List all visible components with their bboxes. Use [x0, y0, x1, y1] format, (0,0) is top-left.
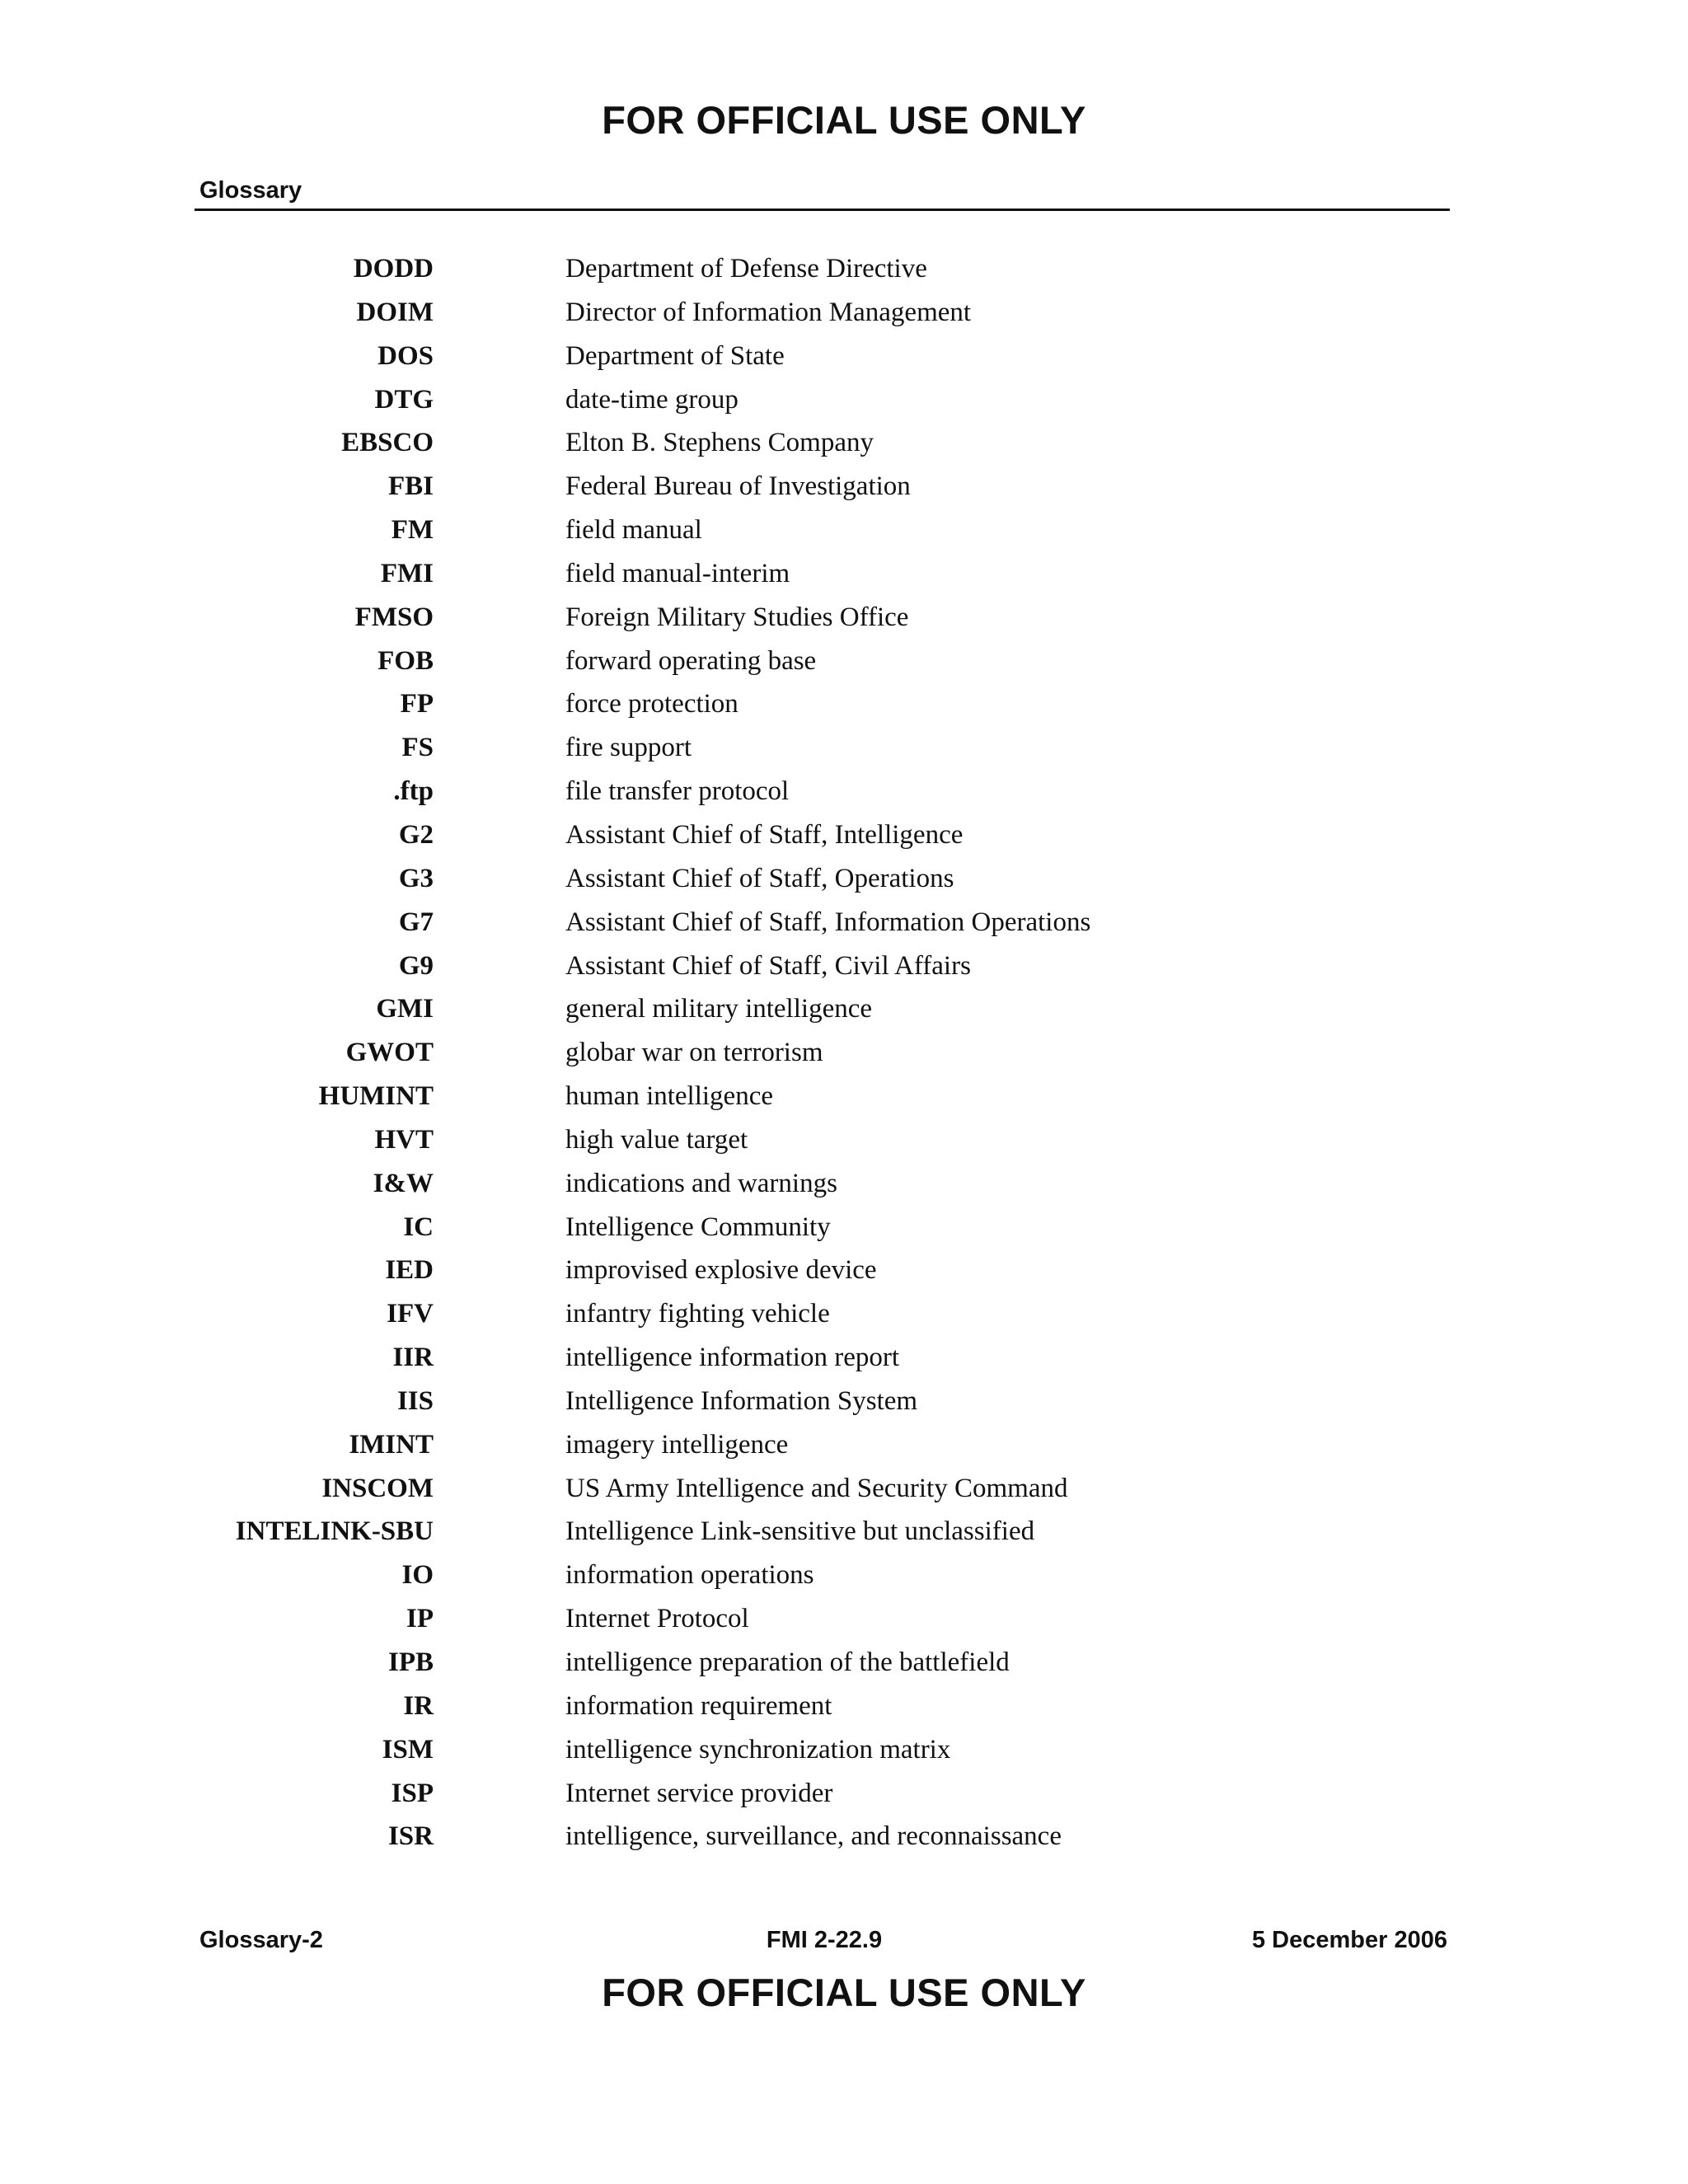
glossary-definition: file transfer protocol [565, 776, 790, 807]
glossary-definition: Director of Information Management [565, 297, 972, 327]
glossary-entry [0, 509, 1688, 552]
glossary-definition: Intelligence Community [565, 1212, 831, 1242]
glossary-term: GWOT [345, 1038, 434, 1068]
glossary-definition: globar war on terrorism [565, 1038, 823, 1068]
glossary-term: FBI [387, 471, 434, 502]
glossary-term: INTELINK-SBU [235, 1516, 434, 1547]
glossary-definition: Department of State [565, 340, 785, 371]
glossary-term: G3 [398, 863, 434, 893]
glossary-term: GMI [376, 994, 434, 1024]
glossary-term: IR [403, 1690, 434, 1721]
glossary-definition: general military intelligence [565, 994, 873, 1024]
glossary-entry [0, 421, 1688, 465]
glossary-term: FOB [377, 645, 434, 676]
glossary-term: IED [385, 1255, 434, 1286]
footer-page-number: Glossary-2 [199, 1927, 323, 1953]
glossary-definition: Assistant Chief of Staff, Operations [565, 863, 954, 893]
glossary-term: FMSO [354, 602, 434, 632]
glossary-entry [0, 1292, 1688, 1336]
glossary-definition: Federal Bureau of Investigation [565, 471, 911, 502]
glossary-term: IPB [387, 1647, 434, 1677]
glossary-definition: US Army Intelligence and Security Command [565, 1473, 1068, 1503]
glossary-entry [0, 1467, 1688, 1511]
glossary-definition: forward operating base [565, 645, 817, 676]
glossary-definition: force protection [565, 689, 738, 719]
glossary-entry [0, 726, 1688, 770]
glossary-definition: intelligence preparation of the battlefield [565, 1647, 1010, 1677]
glossary-entry [0, 335, 1688, 378]
glossary-entry [0, 857, 1688, 901]
glossary-definition: Assistant Chief of Staff, Intelligence [565, 819, 964, 850]
glossary-term: IIS [396, 1385, 434, 1416]
glossary-term: IIR [392, 1343, 434, 1373]
glossary-definition: Assistant Chief of Staff, Information Operations [565, 907, 1091, 937]
glossary-entry [0, 465, 1688, 509]
glossary-definition: fire support [565, 733, 692, 763]
glossary-term: G9 [398, 950, 434, 981]
glossary-list [0, 247, 1688, 1858]
glossary-definition: field manual-interim [565, 558, 790, 588]
glossary-definition: Intelligence Information System [565, 1385, 918, 1416]
glossary-term: EBSCO [341, 428, 434, 458]
glossary-term: HVT [374, 1124, 434, 1155]
glossary-entry [0, 770, 1688, 813]
glossary-entry [0, 1336, 1688, 1380]
glossary-definition: Internet Protocol [565, 1604, 749, 1634]
glossary-term: ISR [387, 1821, 434, 1852]
glossary-definition: intelligence, surveillance, and reconnaissance [565, 1821, 1062, 1852]
glossary-entry [0, 1162, 1688, 1206]
glossary-term: FS [401, 733, 434, 763]
glossary-entry [0, 813, 1688, 857]
glossary-definition: intelligence information report [565, 1343, 900, 1373]
glossary-term: FM [391, 515, 434, 546]
glossary-entry [0, 1380, 1688, 1423]
glossary-entry [0, 1249, 1688, 1292]
glossary-entry [0, 596, 1688, 640]
glossary-definition: indications and warnings [565, 1168, 837, 1198]
glossary-term: FP [400, 689, 434, 719]
glossary-entry [0, 987, 1688, 1031]
glossary-entry [0, 682, 1688, 726]
glossary-term: IMINT [349, 1429, 434, 1460]
glossary-entry [0, 1510, 1688, 1554]
glossary-entry [0, 552, 1688, 596]
glossary-entry [0, 640, 1688, 683]
glossary-term: IFV [387, 1299, 434, 1329]
glossary-definition: Department of Defense Directive [565, 254, 927, 284]
glossary-term: FMI [380, 558, 434, 588]
glossary-definition: infantry fighting vehicle [565, 1299, 830, 1329]
glossary-term: I&W [373, 1168, 434, 1198]
glossary-definition: field manual [565, 515, 702, 546]
glossary-term: INSCOM [321, 1473, 434, 1503]
glossary-definition: Elton B. Stephens Company [565, 428, 874, 458]
glossary-entry [0, 1075, 1688, 1118]
glossary-term: HUMINT [318, 1081, 434, 1112]
running-header-section: Glossary [199, 177, 302, 204]
glossary-definition: high value target [565, 1124, 748, 1155]
glossary-term: IO [401, 1560, 434, 1591]
glossary-term: IC [403, 1212, 434, 1242]
glossary-definition: intelligence synchronization matrix [565, 1734, 951, 1765]
glossary-definition: date-time group [565, 384, 738, 415]
glossary-entry [0, 1423, 1688, 1467]
glossary-term: G7 [398, 907, 434, 937]
glossary-term: IP [406, 1604, 434, 1634]
glossary-term: DOIM [356, 297, 434, 327]
glossary-entry [0, 247, 1688, 291]
glossary-entry [0, 1772, 1688, 1816]
glossary-term: G2 [398, 819, 434, 850]
classification-banner-bottom: FOR OFFICIAL USE ONLY [602, 1971, 1086, 2014]
glossary-term: DOS [377, 340, 434, 371]
glossary-entry [0, 1554, 1688, 1597]
glossary-definition: Foreign Military Studies Office [565, 602, 909, 632]
glossary-definition: Internet service provider [565, 1778, 833, 1808]
classification-banner-top: FOR OFFICIAL USE ONLY [602, 98, 1086, 142]
glossary-entry [0, 1641, 1688, 1685]
glossary-entry [0, 1685, 1688, 1728]
glossary-entry [0, 1815, 1688, 1858]
glossary-definition: information requirement [565, 1690, 832, 1721]
glossary-term: DODD [353, 254, 434, 284]
glossary-definition: Intelligence Link-sensitive but unclassified [565, 1516, 1035, 1547]
footer-document-id: FMI 2-22.9 [766, 1927, 883, 1953]
glossary-entry [0, 944, 1688, 988]
glossary-term: ISM [382, 1734, 434, 1765]
glossary-entry [0, 1118, 1688, 1162]
glossary-entry [0, 378, 1688, 422]
glossary-entry [0, 1728, 1688, 1772]
glossary-term: .ftp [393, 776, 434, 807]
glossary-definition: human intelligence [565, 1081, 773, 1112]
glossary-term: ISP [391, 1778, 434, 1808]
glossary-definition: imagery intelligence [565, 1429, 789, 1460]
glossary-term: DTG [374, 384, 434, 415]
glossary-definition: Assistant Chief of Staff, Civil Affairs [565, 950, 971, 981]
glossary-entry [0, 1597, 1688, 1641]
glossary-entry [0, 291, 1688, 335]
glossary-definition: improvised explosive device [565, 1255, 877, 1286]
footer-date: 5 December 2006 [1252, 1927, 1447, 1953]
glossary-entry [0, 901, 1688, 944]
glossary-definition: information operations [565, 1560, 814, 1591]
glossary-entry [0, 1031, 1688, 1075]
glossary-entry [0, 1206, 1688, 1249]
header-rule [195, 209, 1450, 211]
